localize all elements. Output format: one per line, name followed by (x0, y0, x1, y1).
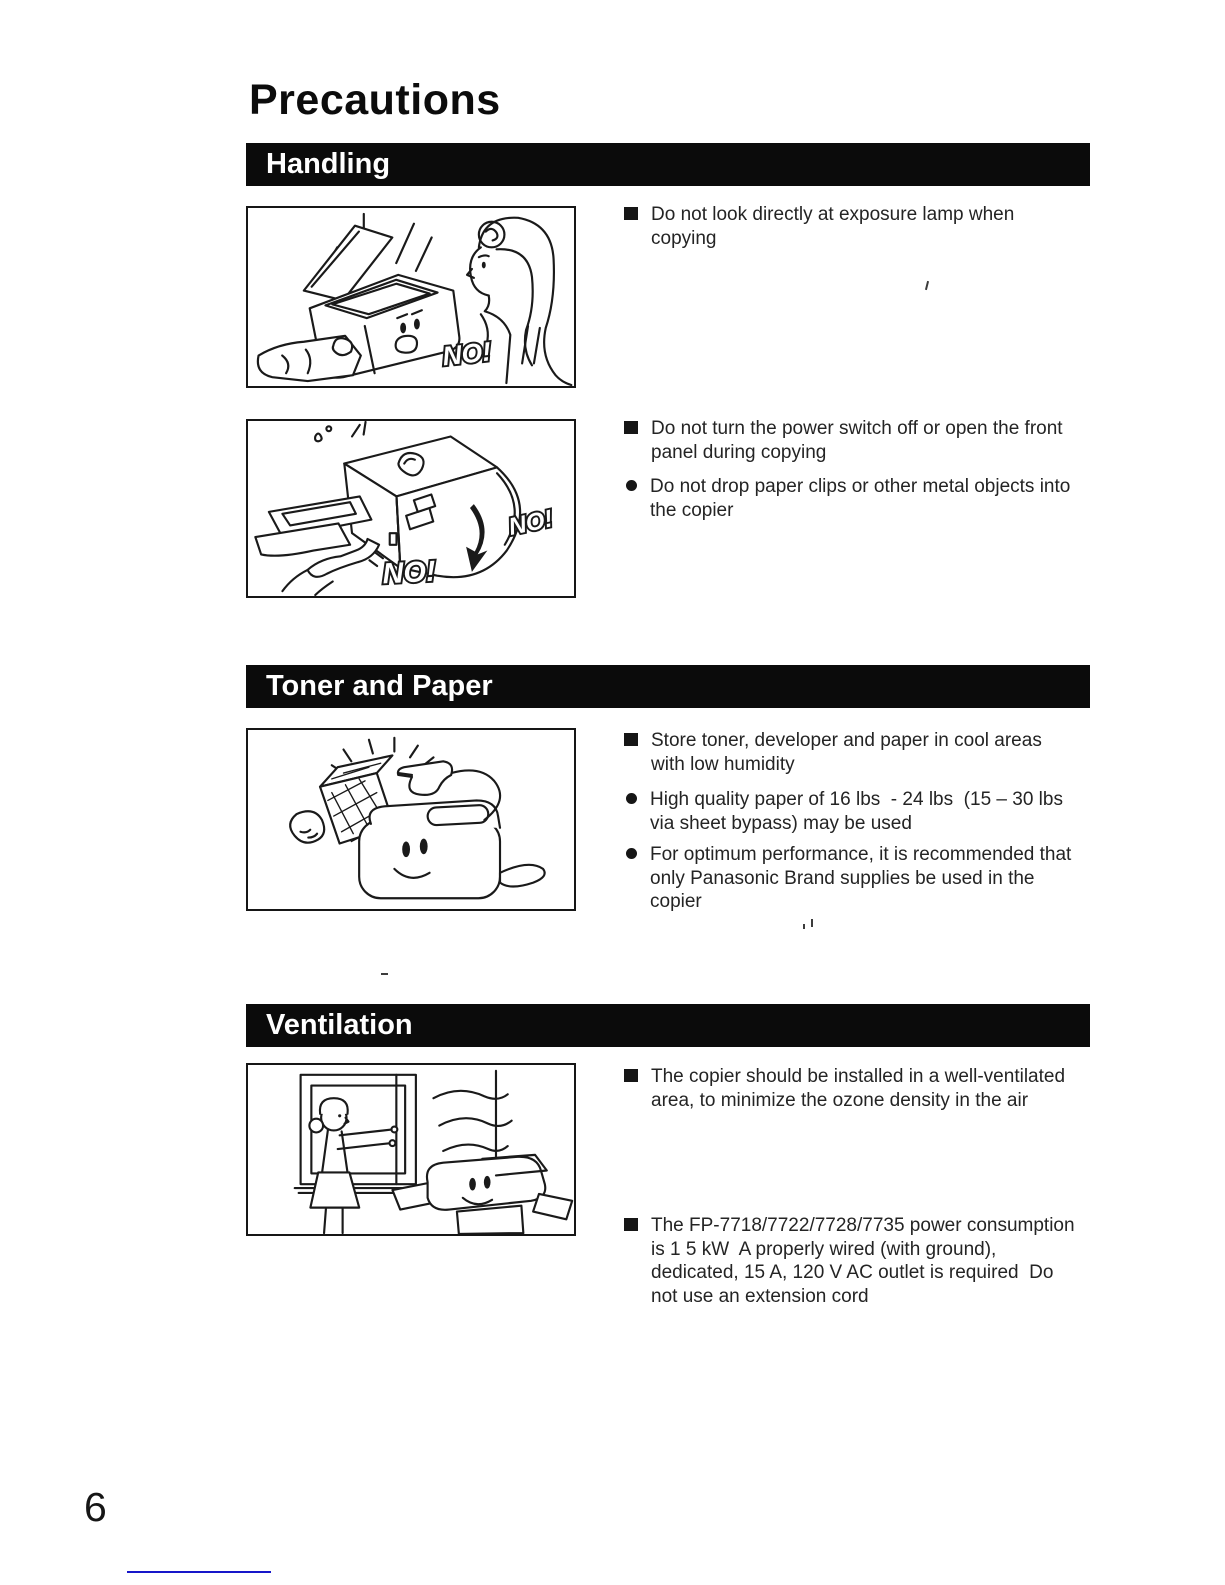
front-panel-illustration (248, 421, 574, 596)
bottom-blue-line (127, 1571, 271, 1573)
page-number: 6 (84, 1484, 107, 1530)
bullet-item (624, 1214, 1080, 1308)
figure-front-panel (246, 419, 576, 598)
section-header-handling (246, 143, 1090, 186)
exposure-lamp-illustration (248, 208, 574, 386)
smiling-copier-cartoon (392, 1155, 572, 1234)
bullet-item (624, 729, 1080, 776)
square-bullet-icon (624, 421, 638, 434)
bullet-text: High quality paper of 16 lbs - 24 lbs (15 – 30 lbs via sheet bypass) may be used (650, 789, 1069, 834)
square-bullet-icon (624, 1069, 638, 1082)
copier-holding-toner-cartoon (290, 738, 544, 898)
section-header-ventilation (246, 1004, 1090, 1047)
section-header-label: Handling (266, 148, 391, 180)
page-title: Precautions (249, 76, 501, 124)
scan-artifact (811, 919, 813, 927)
bullet-text: The FP-7718/7722/7728/7735 power consumption is 1 5 kW A properly wired (with ground), dedicated, 15 A, 120 V AC outlet is required Do not use an extension cord (651, 1215, 1080, 1307)
copier-open-lid-cartoon (258, 214, 460, 381)
window-ventilation-illustration (248, 1065, 574, 1234)
bullet-text: Do not look directly at exposure lamp when copying (651, 204, 1020, 249)
bullet-text: For optimum performance, it is recommended that only Panasonic Brand supplies be used in the copier (650, 844, 1077, 912)
circle-bullet-icon (626, 480, 637, 491)
section-header-label: Ventilation (266, 1009, 413, 1041)
bullet-text: Do not turn the power switch off or open the front panel during copying (651, 418, 1068, 463)
circle-bullet-icon (626, 848, 637, 859)
toner-box-illustration (248, 730, 574, 909)
no-label: NO! (381, 555, 437, 591)
bullet-text: The copier should be installed in a well-ventilated area, to minimize the ozone density in the air (651, 1066, 1071, 1111)
figure-toner-box (246, 728, 576, 911)
bullet-text: Do not drop paper clips or other metal objects into the copier (650, 476, 1076, 521)
bullet-item (624, 203, 1080, 250)
bullet-item (624, 475, 1080, 522)
figure-window-ventilation (246, 1063, 576, 1236)
scan-artifact (803, 924, 805, 929)
no-label: NO! (506, 505, 556, 541)
no-label: NO! (440, 336, 493, 372)
section-header-label: Toner and Paper (266, 670, 493, 702)
section-header-toner-and-paper (246, 665, 1090, 708)
square-bullet-icon (624, 207, 638, 220)
circle-bullet-icon (626, 793, 637, 804)
bullet-text: Store toner, developer and paper in cool areas with low humidity (651, 730, 1048, 775)
square-bullet-icon (624, 1218, 638, 1231)
square-bullet-icon (624, 733, 638, 746)
bullet-item (624, 417, 1080, 464)
figure-exposure-lamp (246, 206, 576, 388)
bullet-item (624, 1065, 1080, 1112)
bullet-item (624, 843, 1080, 914)
bullet-item (624, 788, 1080, 835)
scan-artifact (381, 973, 388, 975)
scan-artifact (925, 281, 929, 290)
